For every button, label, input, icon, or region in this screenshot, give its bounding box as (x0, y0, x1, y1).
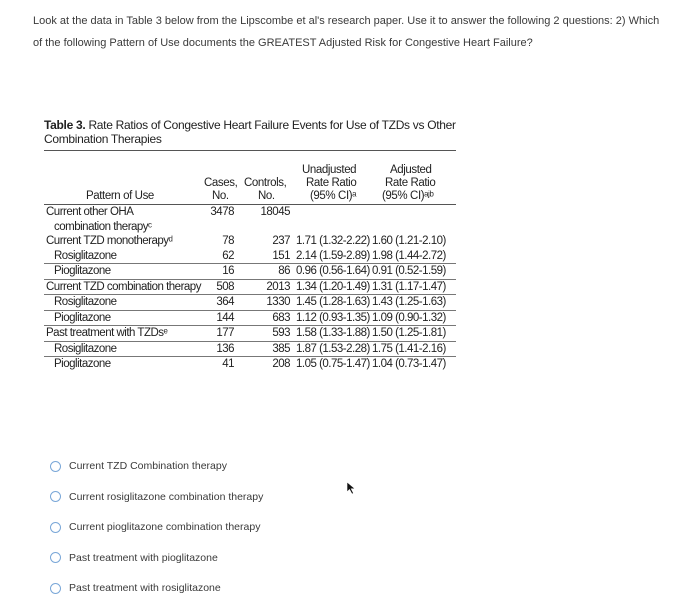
row-label: Rosiglitazone (54, 342, 117, 355)
row-controls: 2013 (266, 280, 290, 293)
row-controls: 385 (272, 342, 290, 355)
row-controls: 683 (272, 311, 290, 324)
row-unadjusted: 1.45 (1.28-1.63) (296, 296, 370, 308)
table-row (44, 280, 456, 296)
table-row (44, 357, 456, 372)
table-row (44, 326, 456, 342)
row-cases: 78 (222, 235, 234, 247)
header-cases-2: No. (212, 190, 229, 202)
row-adjusted: 1.98 (1.44-2.72) (372, 249, 446, 262)
header-unadj-3: (95% CI)ᵃ (310, 190, 357, 202)
row-label: Pioglitazone (54, 358, 111, 370)
row-unadjusted: 1.71 (1.32-2.22) (296, 235, 370, 247)
table-row (44, 311, 456, 327)
row-unadjusted: 1.12 (0.93-1.35) (296, 311, 370, 324)
row-cases: 508 (216, 280, 234, 293)
option-label: Current rosiglitazone combination therapy (69, 490, 264, 503)
answer-options (50, 451, 263, 604)
header-controls-1: Controls, (244, 177, 287, 189)
row-unadjusted: 1.58 (1.33-1.88) (296, 327, 370, 339)
row-adjusted: 1.75 (1.41-2.16) (372, 342, 446, 355)
table-row (44, 295, 456, 311)
header-unadj-2: Rate Ratio (306, 177, 357, 189)
row-controls: 18045 (260, 206, 290, 218)
table-row (44, 205, 456, 220)
table-title-number: Table 3. (44, 118, 86, 132)
option-current-tzd-combination[interactable] (50, 451, 263, 482)
row-cases: 144 (216, 311, 234, 324)
option-past-rosiglitazone[interactable] (50, 573, 263, 604)
table-row (44, 249, 456, 265)
row-label: combination therapyᶜ (54, 220, 152, 233)
table-row (44, 234, 456, 249)
row-controls: 237 (272, 235, 290, 247)
header-controls-2: No. (258, 190, 275, 202)
row-controls: 208 (272, 358, 290, 370)
table-row (44, 220, 456, 235)
row-unadjusted: 2.14 (1.59-2.89) (296, 249, 370, 262)
row-controls: 1330 (266, 296, 290, 308)
table-title-text: Rate Ratios of Congestive Heart Failure Events for Use of TZDs vs Other Combination Therapies (44, 118, 456, 146)
row-adjusted: 1.43 (1.25-1.63) (372, 296, 446, 308)
row-adjusted: 1.31 (1.17-1.47) (372, 280, 446, 293)
row-unadjusted: 1.34 (1.20-1.49) (296, 280, 370, 293)
row-cases: 62 (222, 249, 234, 262)
mouse-pointer-icon (346, 481, 358, 495)
row-adjusted: 0.91 (0.52-1.59) (372, 265, 446, 277)
row-label: Current TZD combination therapy (46, 280, 201, 293)
header-adj-3: (95% CI)ᵃʲᵇ (382, 190, 434, 202)
option-label: Current TZD Combination therapy (69, 460, 227, 473)
row-cases: 41 (222, 358, 234, 370)
table-row (44, 264, 456, 280)
radio-button[interactable] (50, 461, 61, 472)
rate-ratio-table (44, 118, 456, 372)
row-label: Current TZD monotherapyᵈ (46, 235, 173, 247)
row-cases: 3478 (210, 206, 234, 218)
row-cases: 177 (216, 327, 234, 339)
row-cases: 16 (222, 265, 234, 277)
radio-button[interactable] (50, 552, 61, 563)
radio-button[interactable] (50, 522, 61, 533)
row-label: Rosiglitazone (54, 249, 117, 262)
radio-button[interactable] (50, 491, 61, 502)
row-unadjusted: 1.05 (0.75-1.47) (296, 358, 370, 370)
table-header (44, 151, 456, 203)
row-adjusted: 1.50 (1.25-1.81) (372, 327, 446, 339)
option-label: Current pioglitazone combination therapy (69, 521, 261, 534)
header-cases-1: Cases, (204, 177, 238, 189)
row-unadjusted: 0.96 (0.56-1.64) (296, 265, 370, 277)
row-label: Current other OHA (46, 206, 134, 218)
row-label: Pioglitazone (54, 311, 111, 324)
table-row (44, 342, 456, 358)
row-controls: 593 (272, 327, 290, 339)
option-current-rosiglitazone-combination[interactable] (50, 482, 263, 513)
row-controls: 151 (272, 249, 290, 262)
radio-button[interactable] (50, 583, 61, 594)
row-adjusted: 1.60 (1.21-2.10) (372, 235, 446, 247)
row-cases: 136 (216, 342, 234, 355)
option-current-pioglitazone-combination[interactable] (50, 512, 263, 543)
option-label: Past treatment with rosiglitazone (69, 582, 221, 595)
question-text: Look at the data in Table 3 below from the Lipscombe et al's research paper. Use it to answer the following 2 questions: 2) Which of the following Pattern of Use documents the GREATEST Adjusted Risk for Congestive Heart Failure? (33, 15, 660, 49)
option-past-pioglitazone[interactable] (50, 543, 263, 574)
header-adj-2: Rate Ratio (385, 177, 436, 189)
header-pattern: Pattern of Use (86, 190, 154, 202)
row-controls: 86 (278, 265, 290, 277)
row-unadjusted: 1.87 (1.53-2.28) (296, 342, 370, 355)
row-adjusted: 1.04 (0.73-1.47) (372, 358, 446, 370)
row-adjusted: 1.09 (0.90-1.32) (372, 311, 446, 324)
table-title (44, 118, 456, 146)
row-cases: 364 (216, 296, 234, 308)
row-label: Pioglitazone (54, 265, 111, 277)
row-label: Rosiglitazone (54, 296, 117, 308)
row-label: Past treatment with TZDsᵉ (46, 327, 168, 339)
header-unadj-1: Unadjusted (302, 164, 357, 176)
header-adj-1: Adjusted (390, 164, 432, 176)
option-label: Past treatment with pioglitazone (69, 551, 218, 564)
